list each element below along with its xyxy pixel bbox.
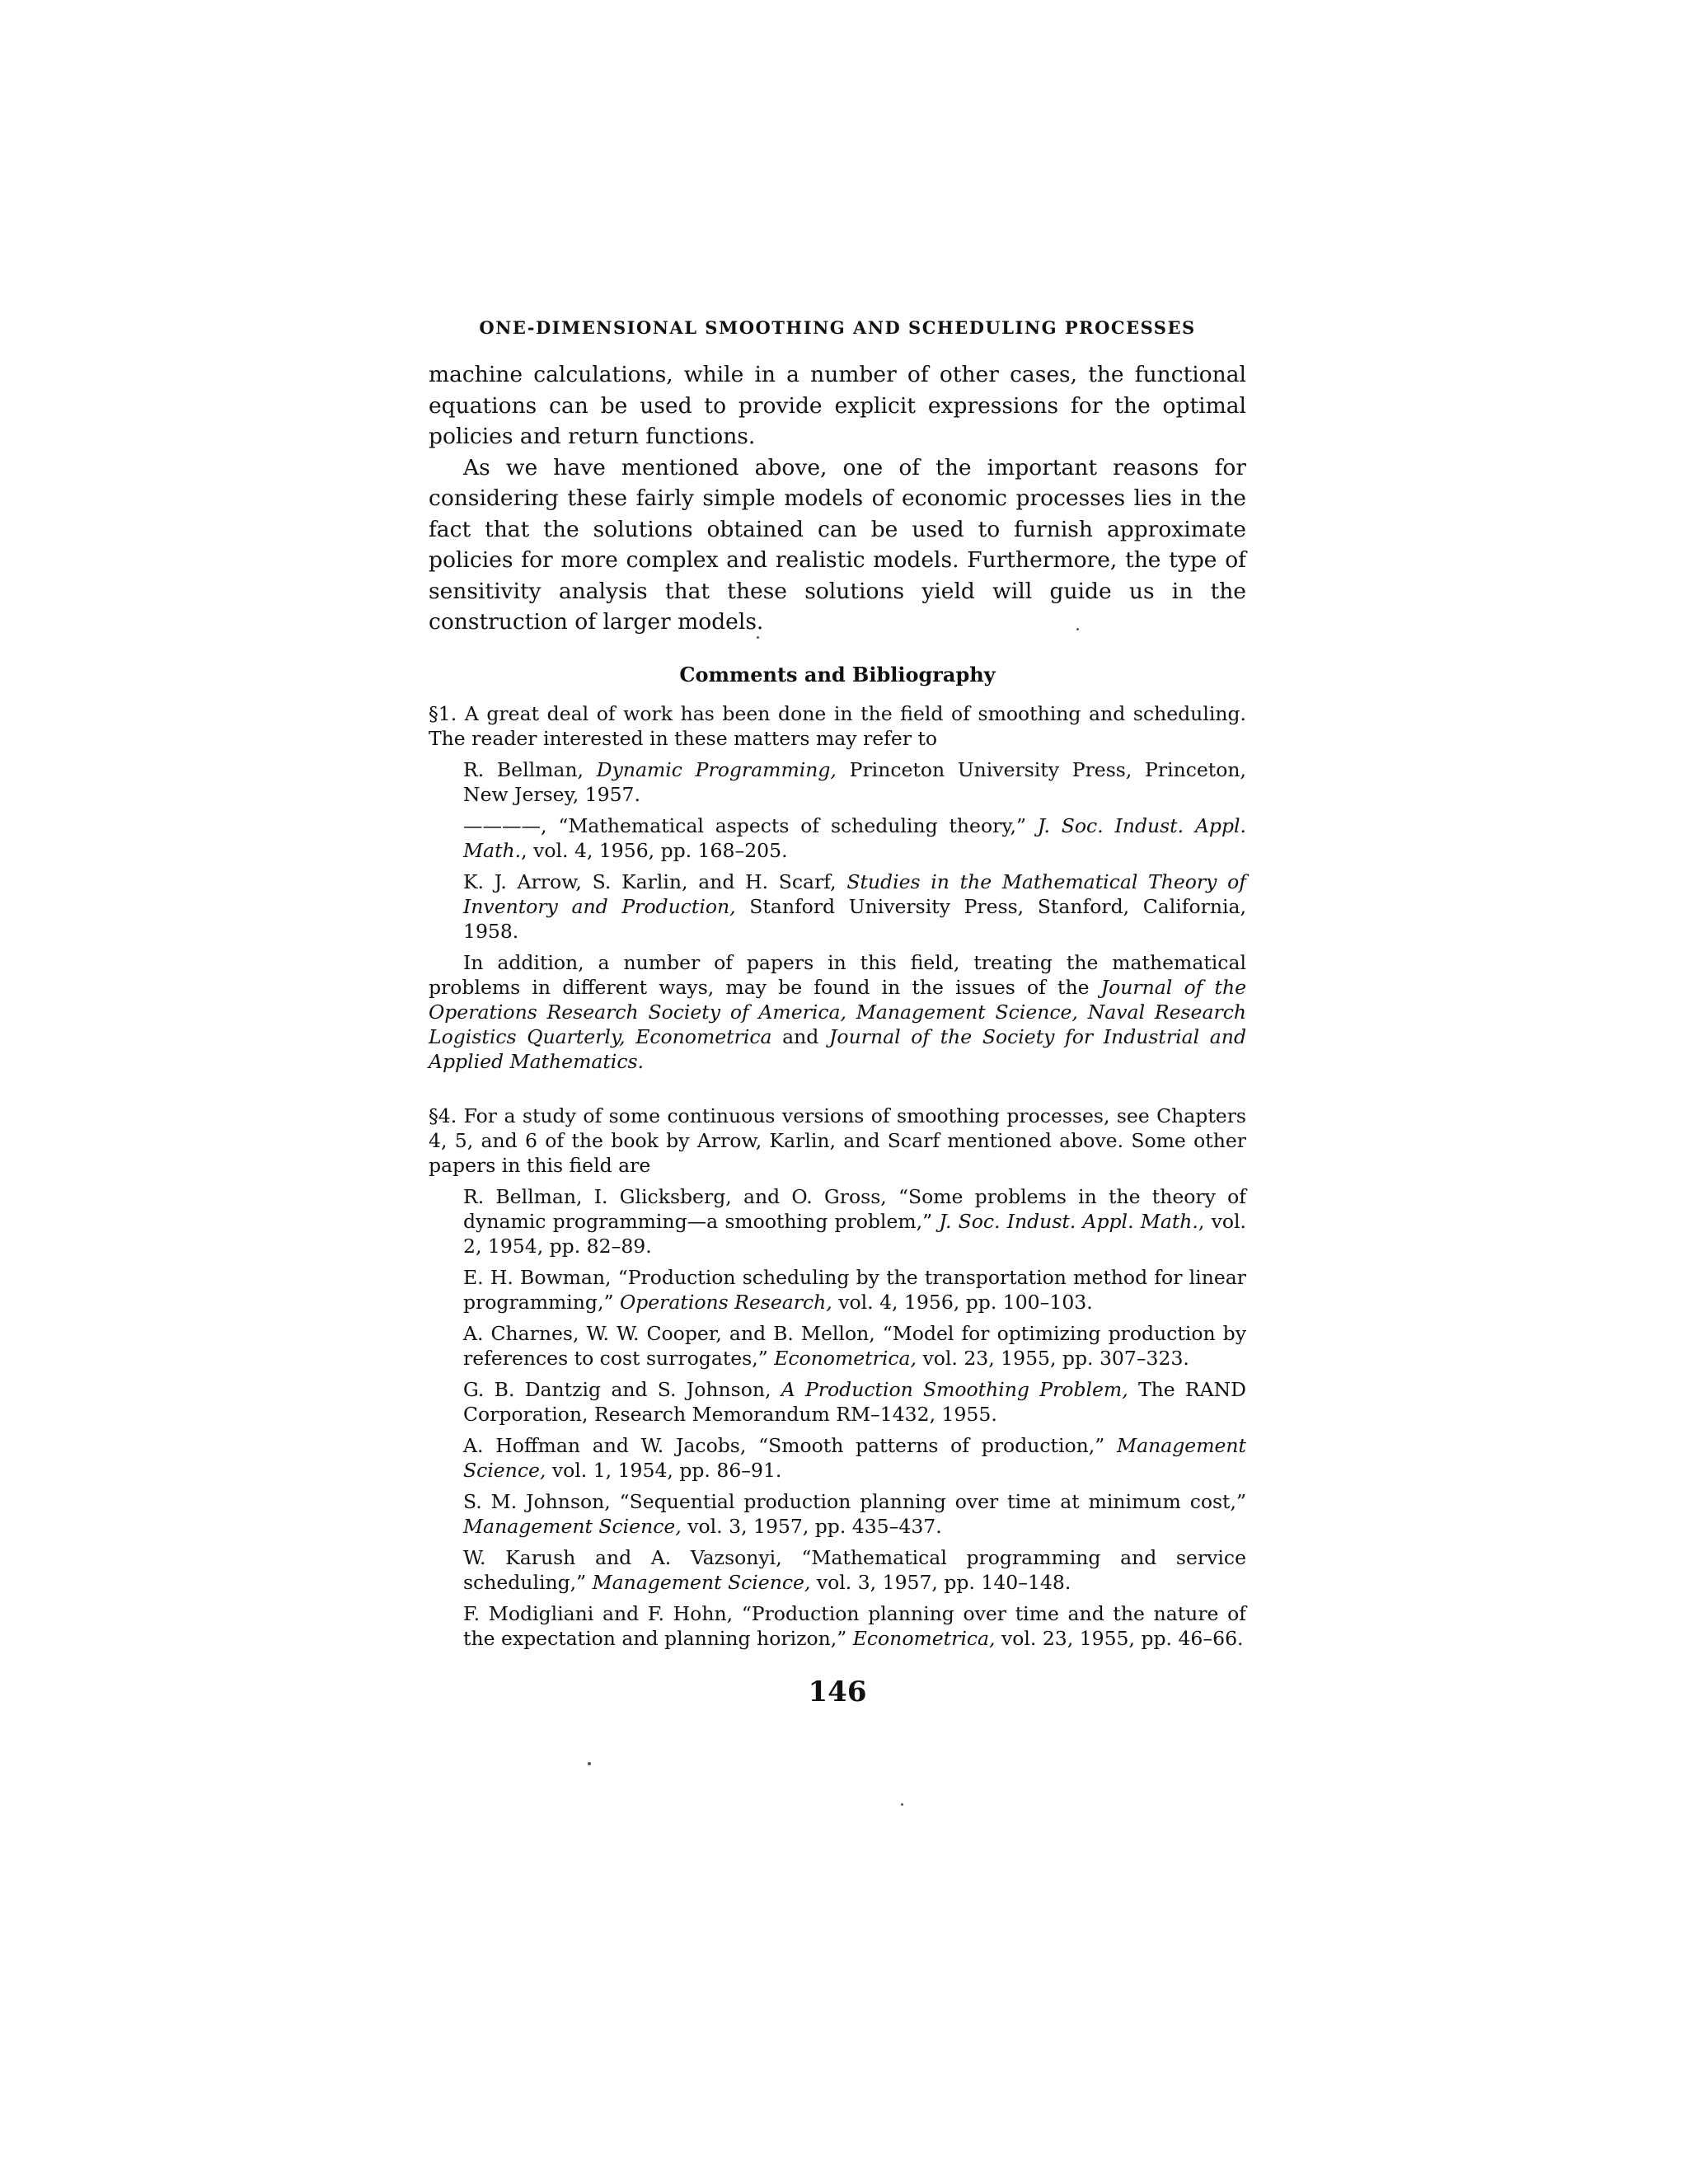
reference-entry: F. Modigliani and F. Hohn, “Production planning over time and the nature of the expectation and planning horizon,” Econometrica, vol. 23, 1955, pp. 46–66. — [463, 1601, 1246, 1650]
reference-entry: R. Bellman, Dynamic Programming, Princeton University Press, Princeton, New Jersey, 1957. — [463, 757, 1246, 806]
scan-speck — [757, 636, 759, 639]
scan-speck — [901, 1803, 903, 1806]
reference-entry: A. Hoffman and W. Jacobs, “Smooth patterns of production,” Management Science, vol. 1, 1954, pp. 86–91. — [463, 1433, 1246, 1482]
reference-entry: G. B. Dantzig and S. Johnson, A Production Smoothing Problem, The RAND Corporation, Research Memorandum RM–1432, 1955. — [463, 1377, 1247, 1426]
reference-entry: R. Bellman, I. Glicksberg, and O. Gross, “Some problems in the theory of dynamic programming—a smoothing problem,” J. Soc. Indust. Appl. Math., vol. 2, 1954, pp. 82–89. — [463, 1184, 1246, 1258]
reference-entry: A. Charnes, W. W. Cooper, and B. Mellon, “Model for optimizing production by references to cost surrogates,” Econometrica, vol. 23, 1955, pp. 307–323. — [463, 1321, 1246, 1370]
reference-entry: E. H. Bowman, “Production scheduling by the transportation method for linear programming,” Operations Research, vol. 4, 1956, pp. 100–103. — [463, 1265, 1246, 1314]
section-heading: Comments and Bibliography — [679, 662, 996, 687]
scan-speck — [1076, 628, 1079, 630]
reference-entry: ————, “Mathematical aspects of scheduling theory,” J. Soc. Indust. Appl. Math., vol. 4, 1956, pp. 168–205. — [463, 813, 1247, 862]
body-paragraph-1: machine calculations, while in a number of other cases, the functional equations can be used to provide explicit expressions for the optimal policies and return functions. — [429, 362, 1246, 449]
page-number: 146 — [808, 1675, 867, 1708]
body-paragraph-2: As we have mentioned above, one of the important reasons for considering these fairly simple models of economic processes lies in the fact that the solutions obtained can be used to furnish approximate policies for more complex and realistic models. Furthermore, the type of sensitivity analysis that these solutions yield will guide us in the construction of larger models. — [429, 454, 1246, 635]
section-1-addition: In addition, a number of papers in this field, treating the mathematical problems in different ways, may be found in the issues of the Journal of the Operations Research Society of America, Management Science, Naval Research Logistics Quarterly, Econometrica and Journal of the Society for Industrial and Applied Mathematics. — [429, 950, 1246, 1073]
book-page — [429, 317, 1247, 1708]
running-head: ONE-DIMENSIONAL SMOOTHING AND SCHEDULING PROCESSES — [479, 317, 1196, 338]
section-1-intro: §1. A great deal of work has been done in the field of smoothing and scheduling. The reader interested in these matters may refer to — [429, 701, 1246, 750]
reference-entry: K. J. Arrow, S. Karlin, and H. Scarf, Studies in the Mathematical Theory of Inventory and Production, Stanford University Press, Stanford, California, 1958. — [463, 869, 1247, 943]
reference-entry: W. Karush and A. Vazsonyi, “Mathematical programming and service scheduling,” Management Science, vol. 3, 1957, pp. 140–148. — [463, 1545, 1246, 1594]
reference-entry: S. M. Johnson, “Sequential production planning over time at minimum cost,” Management Science, vol. 3, 1957, pp. 435–437. — [463, 1489, 1246, 1538]
scan-speck — [588, 1762, 591, 1765]
section-4-intro: §4. For a study of some continuous versions of smoothing processes, see Chapters 4, 5, and 6 of the book by Arrow, Karlin, and Scarf mentioned above. Some other papers in this field are — [429, 1104, 1246, 1177]
